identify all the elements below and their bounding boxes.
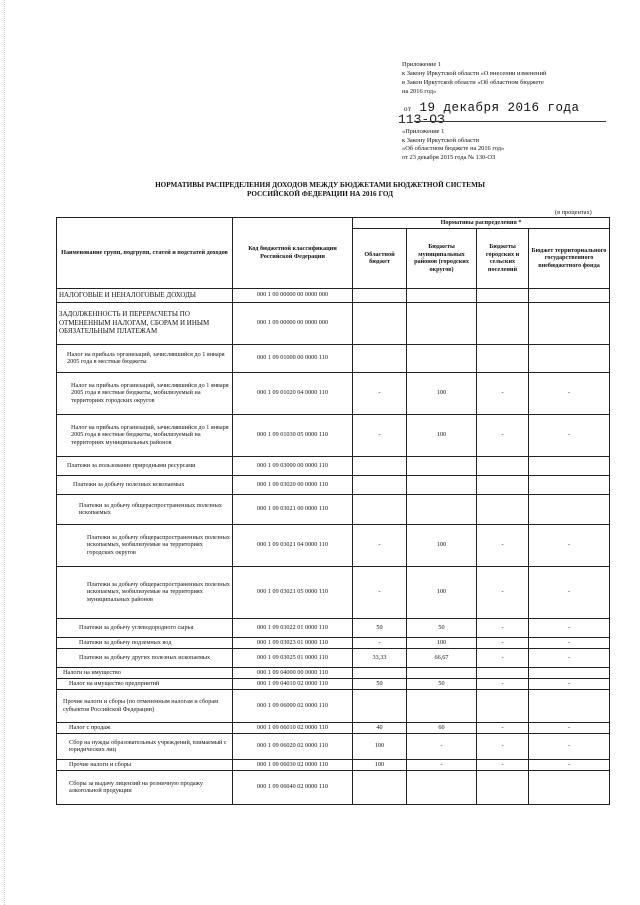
appendix-header xyxy=(402,60,627,96)
row-name: НАЛОГОВЫЕ И НЕНАЛОГОВЫЕ ДОХОДЫ xyxy=(57,288,233,302)
table-row xyxy=(57,667,610,678)
stamp-underline xyxy=(414,121,606,122)
row-name: Платежи за пользование природными ресурсами xyxy=(57,456,233,475)
row-code: 000 1 09 01000 00 0000 110 xyxy=(233,344,353,372)
table-row xyxy=(57,733,610,759)
row-code: 000 1 09 06030 02 0000 110 xyxy=(233,759,353,770)
row-name: Платежи за добычу общераспространенных полезных ископаемых, мобилизуемые на территориях городских округов xyxy=(57,524,233,566)
row-settlements xyxy=(477,475,529,494)
row-fund xyxy=(529,302,610,344)
row-municipal: 50 xyxy=(407,618,477,637)
appendix2-line: от 23 декабря 2015 года № 130-ОЗ xyxy=(402,153,496,161)
row-code: 000 1 09 03000 00 0000 110 xyxy=(233,456,353,475)
row-settlements xyxy=(477,288,529,302)
row-regional: - xyxy=(353,524,407,566)
table-row xyxy=(57,770,610,804)
row-code: 000 1 09 03025 01 0000 110 xyxy=(233,648,353,667)
row-fund xyxy=(529,494,610,524)
row-fund: - xyxy=(529,648,610,667)
table-row xyxy=(57,566,610,618)
row-name: Сборы за выдачу лицензий на розничную продажу алкогольной продукции xyxy=(57,770,233,804)
table-row xyxy=(57,722,610,733)
row-settlements: - xyxy=(477,637,529,648)
table-row xyxy=(57,344,610,372)
row-regional xyxy=(353,456,407,475)
row-municipal: 50 xyxy=(407,678,477,689)
row-fund: - xyxy=(529,566,610,618)
row-municipal: 100 xyxy=(407,372,477,414)
row-municipal xyxy=(407,770,477,804)
row-settlements xyxy=(477,456,529,475)
table-row xyxy=(57,414,610,456)
scan-edge-marks xyxy=(4,0,11,905)
title-line: РОССИЙСКОЙ ФЕДЕРАЦИИ НА 2016 ГОД xyxy=(246,190,394,198)
row-municipal xyxy=(407,302,477,344)
row-code: 000 1 09 06040 02 0000 110 xyxy=(233,770,353,804)
table-row xyxy=(57,456,610,475)
row-fund: - xyxy=(529,372,610,414)
appendix-line: на 2016 год» xyxy=(402,88,437,95)
table-row xyxy=(57,524,610,566)
row-code: 000 1 09 03021 00 0000 110 xyxy=(233,494,353,524)
row-code: 000 1 09 06020 02 0000 110 xyxy=(233,733,353,759)
row-name: Прочие налоги и сборы (по отмененным налогам и сборам субъектов Российской Федерации) xyxy=(57,689,233,722)
row-fund: - xyxy=(529,759,610,770)
row-settlements: - xyxy=(477,372,529,414)
row-regional xyxy=(353,475,407,494)
row-settlements: - xyxy=(477,524,529,566)
row-regional xyxy=(353,689,407,722)
row-settlements xyxy=(477,302,529,344)
row-name: Налог на прибыль организаций, зачислявшийся до 1 января 2005 года в местные бюджеты, мобилизуемый на территориях муниципальных районов xyxy=(57,414,233,456)
row-code: 000 1 09 00000 00 0000 000 xyxy=(233,302,353,344)
row-regional: 40 xyxy=(353,722,407,733)
row-code: 000 1 09 04000 00 0000 110 xyxy=(233,667,353,678)
row-code: 000 1 09 04010 02 0000 110 xyxy=(233,678,353,689)
row-municipal xyxy=(407,689,477,722)
row-settlements: - xyxy=(477,733,529,759)
row-settlements xyxy=(477,770,529,804)
row-regional: - xyxy=(353,637,407,648)
header-code: Код бюджетной классификации Российской Федерации xyxy=(233,218,353,289)
row-settlements: - xyxy=(477,566,529,618)
row-code: 000 1 09 03021 05 0000 110 xyxy=(233,566,353,618)
row-name: Налог на прибыль организаций, зачислявшийся до 1 января 2005 года в местные бюджеты xyxy=(57,344,233,372)
row-municipal xyxy=(407,475,477,494)
header-municipal: Бюджеты муниципальных районов (городских округов) xyxy=(407,228,477,288)
norms-table xyxy=(56,217,610,805)
appendix2-line: «Приложение 1 xyxy=(402,128,445,135)
row-name: Налог с продаж xyxy=(57,722,233,733)
table-row xyxy=(57,372,610,414)
units-note: (в процентах) xyxy=(555,209,592,216)
row-settlements xyxy=(477,689,529,722)
row-regional: 100 xyxy=(353,733,407,759)
table-row xyxy=(57,648,610,667)
row-settlements: - xyxy=(477,722,529,733)
row-regional: - xyxy=(353,566,407,618)
row-fund xyxy=(529,770,610,804)
header-regional: Областной бюджет xyxy=(353,228,407,288)
row-fund: - xyxy=(529,678,610,689)
row-name: Платежи за добычу общераспространенных полезных ископаемых xyxy=(57,494,233,524)
row-code: 000 1 09 03022 01 0000 110 xyxy=(233,618,353,637)
table-row xyxy=(57,288,610,302)
row-code: 000 1 09 03021 04 0000 110 xyxy=(233,524,353,566)
row-name: Налог на прибыль организаций, зачислявшийся до 1 января 2005 года в местные бюджеты, мобилизуемый на территориях городских округов xyxy=(57,372,233,414)
row-settlements xyxy=(477,494,529,524)
law-date: 19 декабря 2016 года xyxy=(419,101,580,115)
row-settlements: - xyxy=(477,759,529,770)
row-settlements: - xyxy=(477,618,529,637)
row-municipal xyxy=(407,667,477,678)
row-regional xyxy=(353,494,407,524)
row-fund xyxy=(529,456,610,475)
row-name: ЗАДОЛЖЕННОСТЬ И ПЕРЕРАСЧЕТЫ ПО ОТМЕНЕННЫМ НАЛОГАМ, СБОРАМ И ИНЫМ ОБЯЗАТЕЛЬНЫМ ПЛАТЕЖАМ xyxy=(57,302,233,344)
row-fund: - xyxy=(529,524,610,566)
row-code: 000 1 09 06000 02 0000 110 xyxy=(233,689,353,722)
row-regional: 50 xyxy=(353,678,407,689)
appendix-line: Приложение 1 xyxy=(402,61,442,68)
row-regional: - xyxy=(353,414,407,456)
row-fund xyxy=(529,667,610,678)
header-fund: Бюджет территориального государственного внебюджетного фонда xyxy=(529,228,610,288)
row-municipal: 66,67 xyxy=(407,648,477,667)
row-settlements xyxy=(477,667,529,678)
row-code: 000 1 09 06010 02 0000 110 xyxy=(233,722,353,733)
row-municipal: 100 xyxy=(407,637,477,648)
row-code: 000 1 09 01030 05 0000 110 xyxy=(233,414,353,456)
row-regional: 33,33 xyxy=(353,648,407,667)
row-code: 000 1 00 00000 00 0000 000 xyxy=(233,288,353,302)
row-municipal xyxy=(407,344,477,372)
date-prefix: от xyxy=(404,105,412,113)
row-municipal: 60 xyxy=(407,722,477,733)
appendix-line: к Закону Иркутской области «О внесении изменений xyxy=(402,70,547,77)
table-row xyxy=(57,637,610,648)
row-regional: - xyxy=(353,372,407,414)
row-regional: 50 xyxy=(353,618,407,637)
table-row xyxy=(57,302,610,344)
row-fund xyxy=(529,689,610,722)
title-line: НОРМАТИВЫ РАСПРЕДЕЛЕНИЯ ДОХОДОВ МЕЖДУ БЮДЖЕТАМИ БЮДЖЕТНОЙ СИСТЕМЫ xyxy=(155,181,485,189)
appendix-line: в Закон Иркутской области «Об областном бюджете xyxy=(402,79,544,86)
row-name: Платежи за добычу полезных ископаемых xyxy=(57,475,233,494)
document-title xyxy=(60,181,580,199)
row-fund: - xyxy=(529,618,610,637)
row-name: Платежи за добычу общераспространенных полезных ископаемых, мобилизуемые на территориях муниципальных районов xyxy=(57,566,233,618)
table-row xyxy=(57,678,610,689)
row-municipal: 100 xyxy=(407,414,477,456)
header-settlements: Бюджеты городских и сельских поселений xyxy=(477,228,529,288)
table-row xyxy=(57,689,610,722)
row-code: 000 1 09 03023 01 0000 110 xyxy=(233,637,353,648)
row-regional xyxy=(353,344,407,372)
row-name: Прочие налоги и сборы xyxy=(57,759,233,770)
row-settlements: - xyxy=(477,678,529,689)
row-municipal xyxy=(407,456,477,475)
row-fund xyxy=(529,288,610,302)
row-name: Сбор на нужды образовательных учреждений, взимаемый с юридических лиц xyxy=(57,733,233,759)
row-regional xyxy=(353,770,407,804)
original-appendix-header xyxy=(402,128,627,162)
row-name: Налог на имущество предприятий xyxy=(57,678,233,689)
row-municipal: 100 xyxy=(407,524,477,566)
row-fund xyxy=(529,344,610,372)
row-regional xyxy=(353,302,407,344)
row-municipal: - xyxy=(407,759,477,770)
law-number-stamp: 113-ОЗ xyxy=(398,112,445,127)
row-code: 000 1 09 01020 04 0000 110 xyxy=(233,372,353,414)
row-fund: - xyxy=(529,414,610,456)
row-regional xyxy=(353,667,407,678)
header-norms-group: Нормативы распределения * xyxy=(353,218,610,229)
row-municipal xyxy=(407,288,477,302)
table-row xyxy=(57,475,610,494)
row-municipal: 100 xyxy=(407,566,477,618)
row-regional xyxy=(353,288,407,302)
row-municipal xyxy=(407,494,477,524)
row-name: Платежи за добычу подземных вод xyxy=(57,637,233,648)
row-name: Платежи за добычу углеводородного сырья xyxy=(57,618,233,637)
row-settlements xyxy=(477,344,529,372)
row-fund: - xyxy=(529,733,610,759)
row-fund xyxy=(529,475,610,494)
row-fund: - xyxy=(529,637,610,648)
row-fund: - xyxy=(529,722,610,733)
table-row xyxy=(57,759,610,770)
row-settlements: - xyxy=(477,414,529,456)
header-name: Наименование групп, подгрупп, статей и подстатей доходов xyxy=(57,218,233,289)
row-municipal: - xyxy=(407,733,477,759)
table-row xyxy=(57,494,610,524)
row-name: Налоги на имущество xyxy=(57,667,233,678)
table-row xyxy=(57,618,610,637)
appendix2-line: «Об областном бюджете на 2016 год» xyxy=(402,145,505,153)
row-regional: 100 xyxy=(353,759,407,770)
row-settlements: - xyxy=(477,648,529,667)
row-code: 000 1 09 03020 00 0000 110 xyxy=(233,475,353,494)
row-name: Платежи за добычу других полезных ископаемых xyxy=(57,648,233,667)
appendix2-line: к Закону Иркутской области xyxy=(402,136,480,144)
